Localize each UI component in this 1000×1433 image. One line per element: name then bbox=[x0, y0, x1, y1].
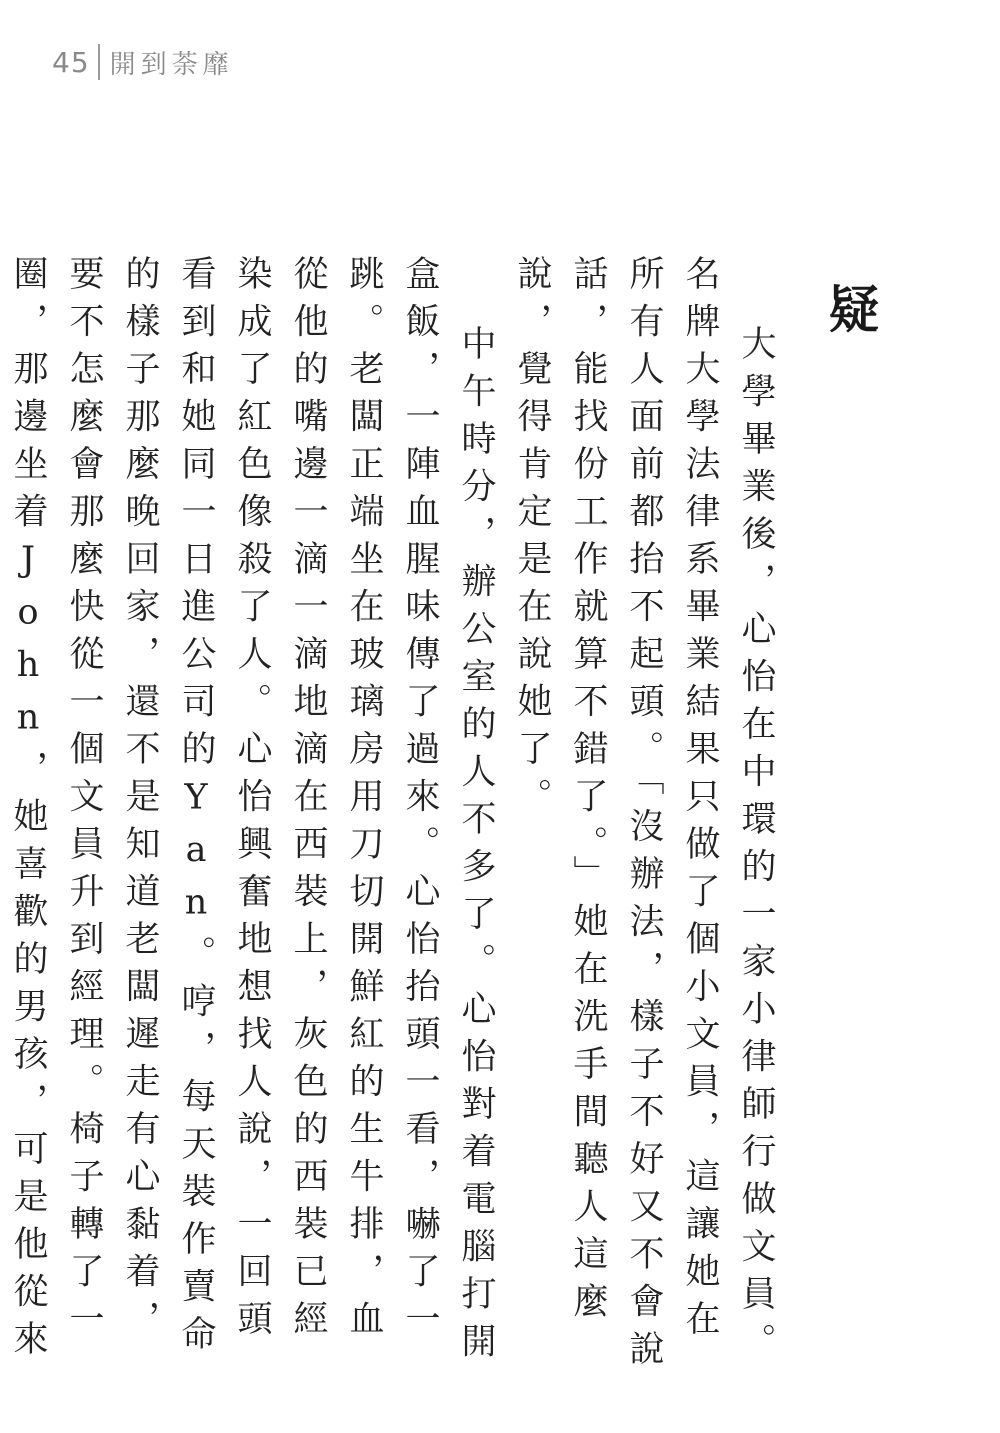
page-number: 45 bbox=[52, 45, 90, 79]
book-title: 開到荼靡 bbox=[109, 49, 234, 80]
chapter-title: 疑 bbox=[821, 283, 880, 346]
vertical-text-block bbox=[0, 255, 880, 1385]
running-header bbox=[52, 42, 234, 82]
paragraph-2: 中午時分，辦公室的人不多了。心怡對着電腦打開盒飯，一陣血腥味傳了過來。心怡抬頭一看，嚇了一跳。老闆正端坐在玻璃房用刀切開鮮紅的生牛排，血從他的嘴邊一滴一滴地滴在西裝上，灰色的西裝已經染成了紅色像殺了人。心怡興奮地想找人說，一回頭看到和她同一日進公司的Yan。哼，每天裝作賣命的樣子那麼晚回家，還不是知道老闆遲走有心黏着，要不怎麼會那麼快從一個文員升到經理。椅子轉了一圈，那邊坐着John，她喜歡的男孩，可是他從來 bbox=[8, 255, 496, 1370]
paragraph-1: 大學畢業後，心怡在中環的一家小律師行做文員。名牌大學法律系畢業結果只做了個小文員，這讓她在所有人面前都抬不起頭。「沒辦法，樣子不好又不會說話，能找份工作就算不錯了。」她在洗手間聽人這麼說，覺得肯定是在說她了。 bbox=[512, 255, 776, 1378]
header-divider bbox=[98, 44, 100, 80]
